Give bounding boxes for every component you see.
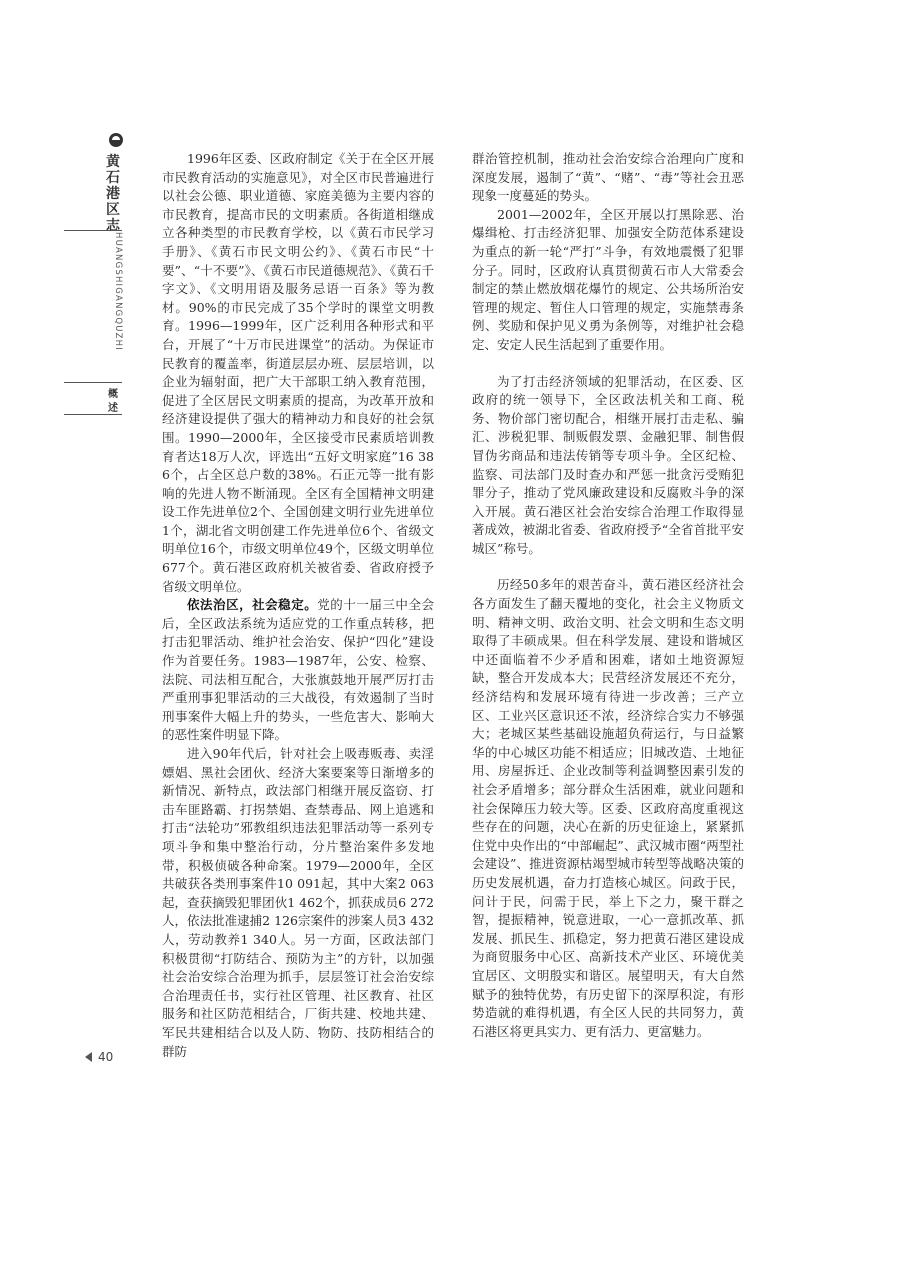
divider	[64, 230, 122, 231]
paragraph: 进入90年代后，针对社会上吸毒贩毒、卖淫嫖娼、黑社会团伙、经济大案要案等日渐增多的新情况、新特点，政法部门相继开展反盗窃、打击车匪路霸、打拐禁娼、查禁毒品、网上追逃和打击“法轮功”邪教组织违法犯罪活动等一系列专项斗争和集中整治行动，分片整治案件多发地带，积极侦破各种命案。1979—2000年，全区共破获各类刑事案件10 091起，其中大案2 063起，查获摘毁犯罪团伙1 462个，抓获成员6 272人，依法批准逮捕2 126宗案件的涉案人员3 432人，劳动教养1 340人。另一方面，区政法部门积极贯彻“打防结合、预防为主”的方针，以加强社会治安综合治理为抓手，层层签订社会治安综合治理责任书，实行社区管理、社区教育、社区服务和社区防范相结合，厂街共建、校地共建、军民共建相结合以及人防、物防、技防相结合的群防	[162, 746, 434, 1059]
paragraph-body: 党的十一届三中全会后，全区政法系统为适应党的工作重点转移，把打击犯罪活动、维护社会治安、保护“四化”建设作为首要任务。1983—1987年，公安、检察、法院、司法相互配合，大张旗鼓地开展严厉打击严重刑事犯罪活动的三大战役，有效遏制了当时刑事案件大幅上升的势头，一些危害大、影响大的恶性案件明显下降。	[162, 597, 434, 743]
divider	[64, 414, 122, 415]
triangle-left-icon	[85, 1052, 92, 1062]
paragraph: 1996年区委、区政府制定《关于在全区开展市民教育活动的实施意见》，对全区市民普遍进行以社会公德、职业道德、家庭美德为主要内容的市民教育，提高市民的文明素质。各街道相继成立各种类型的市民教育学校，以《黄石市民学习手册》、《黄石市民文明公约》、《黄石市民“十要”、“十不要”》、《黄石市民道德规范》、《黄石千字文》、《文明用语及服务忌语一百条》等为教材。90%的市民完成了35个学时的课堂文明教育。1996—1999年，区广泛利用各种形式和平台，开展了“十万市民进课堂”的活动。为保证市民教育的覆盖率，街道层层办班、层层培训，以企业为辐射面，把广大干部职工纳入教育范围，促进了全区居民文明素质的提高，为改革开放和经济建设提供了强大的精神动力和良好的社会氛围。1990—2000年，全区接受市民素质培训教育者达18万人次，评选出“五好文明家庭”16 386个，占全区总户数的38%。石正元等一批有影响的先进人物不断涌现。全区有全国精神文明建设工作先进单位2个、全国创建文明行业先进单位1个，湖北省文明创建工作先进单位6个、省级文明单位16个，市级文明单位49个，区级文明单位677个。黄石港区政府机关被省委、省政府授予省级文明单位。	[162, 151, 434, 594]
paragraph: 2001—2002年，全区开展以打黑除恶、治爆缉枪、打击经济犯罪、加强安全防范体系建设为重点的新一轮“严打”斗争，有效地震慑了犯罪分子。同时，区政府认真贯彻黄石市人大常委会制定的禁止燃放烟花爆竹的规定、公共场所治安管理的规定、暂住人口管理的规定，实施禁毒条例、奖励和保护见义勇为条例等，对维护社会稳定、安定人民生活起到了重要作用。	[472, 206, 744, 352]
book-emblem-icon	[108, 132, 124, 148]
paragraph: 历经50多年的艰苦奋斗，黄石港区经济社会各方面发生了翻天覆地的变化，社会主义物质文明、精神文明、政治文明、社会文明和生态文明取得了丰硕成果。但在科学发展、建设和谐城区中还面临着不少矛盾和困难，诸如土地资源短缺，整合开发成本大；民营经济发展还不充分，经济结构和发展环境有待进一步改善；三产立区、工业兴区意识还不浓，经济综合实力不够强大；老城区某些基础设施超负荷运行，与日益繁华的中心城区功能不相适应；旧城改造、土地征用、房屋拆迁、企业改制等利益调整因素引发的社会矛盾增多；部分群众生活困难，就业问题和社会保障压力较大等。区委、区政府高度重视这些存在的问题，决心在新的历史征途上，紧紧抓住党中央作出的“中部崛起”、武汉城市圈“两型社会建设”、推进资源枯竭型城市转型等战略决策的历史发展机遇，奋力打造核心城区。问政于民，问计于民，问需于民，举上下之力，聚干群之智，提振精神，锐意进取，一心一意抓改革、抓发展、抓民生、抓稳定，努力把黄石港区建设成为商贸服务中心区、高新技术产业区、环境优美宜居区、文明殷实和谐区。展望明天，有大自然赋予的独特优势，有历史留下的深厚积淀，有形势造就的难得机遇，有全区人民的共同努力，黄石港区将更具实力、更有活力、更富魅力。	[472, 577, 744, 1039]
page-footer	[85, 1050, 113, 1064]
section-lead: 依法治区，社会稳定。	[187, 597, 318, 613]
divider	[64, 382, 122, 383]
left-column	[162, 150, 434, 1061]
section-label: 概述	[108, 389, 118, 414]
paragraph: 群治管控机制，推动社会治安综合治理向广度和深度发展，遏制了“黄”、“赌”、“毒”等社会丑恶现象一度蔓延的势头。	[472, 151, 744, 204]
book-title: 黄石港区志	[106, 154, 120, 234]
right-column	[472, 150, 744, 1041]
book-title-pinyin: HUANGSHIGANGQUZHI	[113, 232, 123, 351]
paragraph	[162, 596, 434, 745]
paragraph: 为了打击经济领域的犯罪活动，在区委、区政府的统一领导下，全区政法机关和工商、税务、物价部门密切配合，相继开展打击走私、骗汇、涉税犯罪、制贩假发票、金融犯罪、制售假冒伪劣商品和违法传销等专项斗争。全区纪检、监察、司法部门及时查办和严惩一批贪污受贿犯罪分子，推动了党风廉政建设和反腐败斗争的深入开展。黄石港区社会治安综合治理工作取得显著成效，被湖北省委、省政府授予“全省首批平安城区”称号。	[472, 373, 744, 556]
page-number: 40	[98, 1050, 114, 1064]
